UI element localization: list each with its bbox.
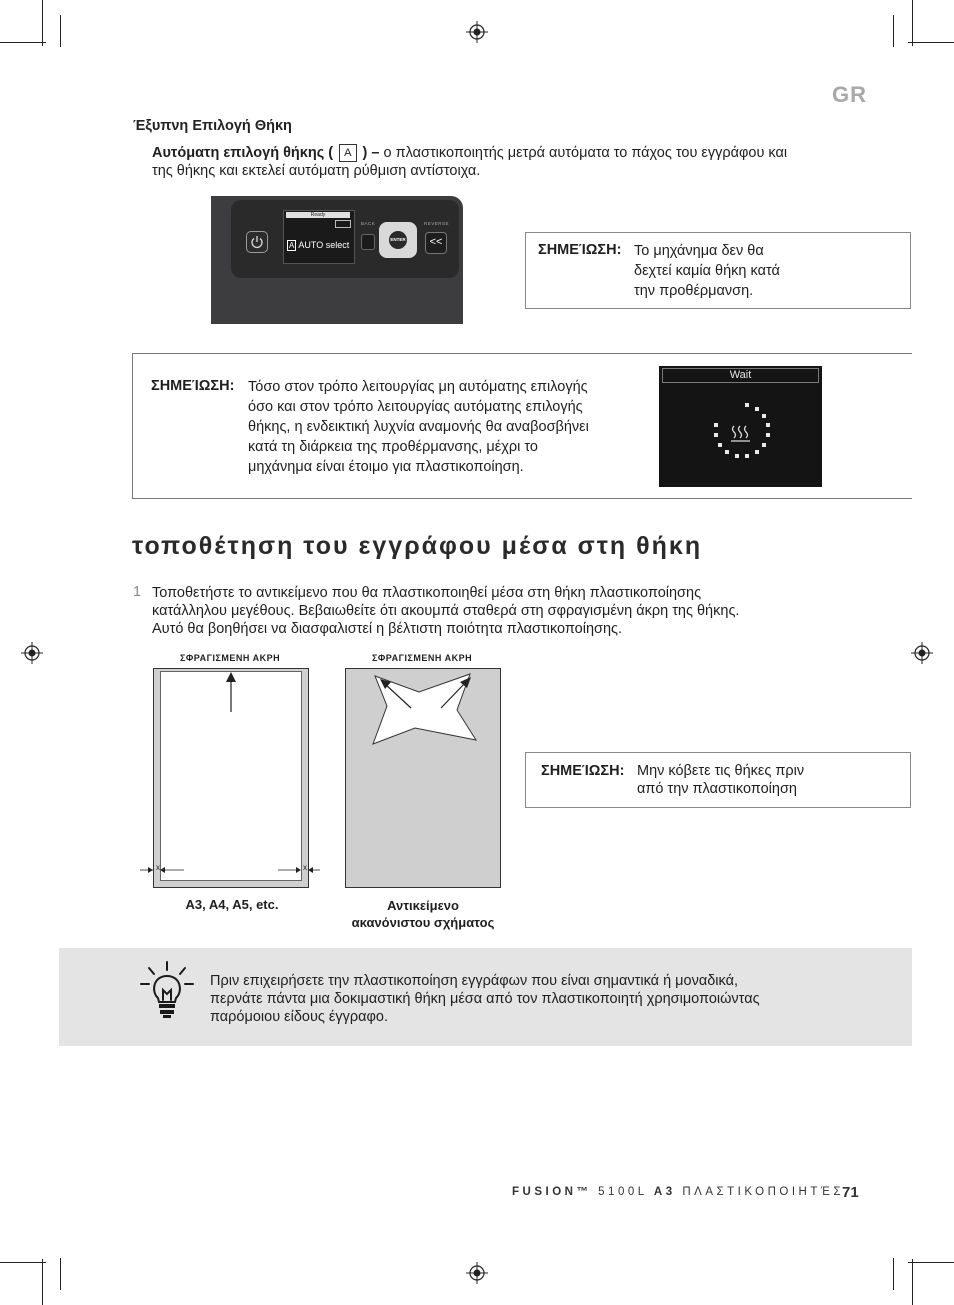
footer-product-name: ΠΛΑΣΤΙΚΟΠΟΙΗΤΈΣ — [682, 1186, 844, 1198]
caption-line: Αντικείμενο — [387, 898, 459, 913]
back-button — [361, 234, 375, 250]
auto-select-description — [152, 144, 792, 180]
tip-line: παρόμοιου είδους έγγραφο. — [210, 1009, 389, 1025]
footer-size: A3 — [653, 1186, 676, 1198]
section-heading: Έξυπνη Επιλογή Θήκη — [133, 118, 292, 134]
crop-mark — [42, 1259, 43, 1305]
note-preheat — [525, 232, 911, 309]
screen-mode — [287, 240, 349, 250]
margin-mark: x — [156, 863, 160, 872]
lcd-screen — [283, 210, 355, 264]
note-line: Τόσο στον τρόπο λειτουργίας μη αυτόματης επιλογής — [248, 379, 588, 395]
note-line: Το μηχάνημα δεν θα — [634, 243, 764, 259]
screen-mode-label: AUTO select — [298, 240, 350, 250]
language-code: GR — [832, 82, 867, 107]
screen-indicator-icon — [335, 220, 351, 228]
crop-mark — [912, 1259, 913, 1305]
crop-mark — [60, 1258, 61, 1290]
sealed-edge-label: ΣΦΡΑΓΙΣΜΕΝΗ ΑΚΡΗ — [180, 653, 281, 663]
tip-text — [210, 972, 850, 1026]
tip-line: Πριν επιχειρήσετε την πλαστικοποίηση εγγράφων που είναι σημαντικά ή μοναδικά, — [210, 973, 739, 989]
registration-mark-icon — [466, 21, 488, 43]
crop-mark — [908, 1262, 954, 1263]
reverse-label: REVERSE — [424, 221, 450, 226]
note-line: από την πλαστικοποίηση — [637, 781, 797, 797]
caption-standard: A3, A4, A5, etc. — [185, 897, 279, 912]
insert-heading: τοποθέτηση του εγγράφου μέσα στη θήκη — [132, 532, 703, 560]
lightbulb-icon — [139, 960, 195, 1020]
registration-mark-icon — [21, 642, 43, 664]
enter-button: ENTER — [389, 231, 407, 249]
footer-brand: FUSION™ — [512, 1186, 592, 1198]
irregular-object-shape — [345, 668, 501, 888]
step-line: Τοποθετήστε το αντικείμενο που θα πλαστικοποιηθεί μέσα στη θήκη πλαστικοποίησης — [152, 585, 702, 601]
note-line: δεχτεί καμία θήκη κατά — [634, 263, 780, 279]
crop-mark — [0, 42, 46, 43]
note-line: μηχάνημα είναι έτοιμο για πλαστικοποίηση. — [248, 459, 524, 475]
wait-screen-image — [659, 366, 822, 487]
heat-icon — [731, 426, 750, 441]
step-text — [152, 584, 832, 638]
note-label: ΣΗΜΕΊΩΣΗ: — [538, 242, 622, 258]
crop-mark — [893, 1258, 894, 1290]
crop-mark — [60, 15, 61, 47]
note-line: θήκης, η ενδεικτική λυχνία αναμονής θα αναβοσβήνει — [248, 419, 589, 435]
caption-line: ακανόνιστου σχήματος — [351, 915, 495, 930]
note-line: όσο και στον τρόπο λειτουργίας αυτόματης επιλογής — [248, 399, 583, 415]
step-number: 1 — [133, 584, 142, 600]
power-button — [246, 231, 268, 253]
page-number: 71 — [842, 1184, 859, 1201]
footer-product — [512, 1186, 844, 1198]
crop-mark — [912, 0, 913, 46]
arrow-up-icon — [226, 672, 236, 682]
crop-mark — [42, 0, 43, 46]
caption-irregular — [333, 897, 513, 931]
pouch-arrows — [140, 668, 320, 888]
registration-mark-icon — [466, 1262, 488, 1284]
crop-mark — [908, 42, 954, 43]
intro-bold-end: ) – — [362, 145, 380, 161]
note-label: ΣΗΜΕΊΩΣΗ: — [151, 378, 235, 394]
wait-label: Wait — [662, 368, 819, 383]
note-cutting — [525, 752, 911, 808]
step-line: Αυτό θα βοηθήσει να διασφαλιστεί η βέλτιστη ποιότητα πλαστικοποίησης. — [152, 621, 623, 637]
auto-select-key-icon: A — [339, 144, 356, 162]
tip-line: περνάτε πάντα μια δοκιμαστική θήκη μέσα από τον πλαστικοποιητή χρησιμοποιώντας — [210, 991, 760, 1007]
crop-mark — [0, 1262, 46, 1263]
note-label: ΣΗΜΕΊΩΣΗ: — [541, 763, 625, 779]
intro-text: ο πλαστικοποιητής μετρά αυτόματα το πάχος του εγγράφου και της θήκης και εκτελεί αυτόματη ρύθμιση αντίστοιχα. — [152, 145, 788, 179]
registration-mark-icon — [911, 642, 933, 664]
screen-mode-key: A — [289, 241, 295, 250]
back-label: BACK — [361, 221, 376, 226]
margin-mark: x — [303, 863, 307, 872]
step-line: κατάλληλου μεγέθους. Βεβαιωθείτε ότι ακουμπά σταθερά στη σφραγισμένη άκρη της θήκης. — [152, 603, 740, 619]
intro-bold-start: Αυτόματη επιλογή θήκης ( — [152, 145, 334, 161]
note-line: Μην κόβετε τις θήκες πριν — [637, 763, 805, 779]
sealed-edge-label: ΣΦΡΑΓΙΣΜΕΝΗ ΑΚΡΗ — [372, 653, 473, 663]
note-line: την προθέρμανση. — [634, 283, 754, 299]
screen-status: Ready — [286, 212, 350, 218]
loading-spinner-icon — [659, 366, 822, 487]
note-line: κατά τη διάρκεια της προθέρμανσης, μέχρι το — [248, 439, 538, 455]
reverse-button: << — [425, 232, 447, 254]
crop-mark — [893, 15, 894, 47]
power-icon — [247, 232, 267, 252]
footer-model: 5100L — [598, 1186, 648, 1198]
